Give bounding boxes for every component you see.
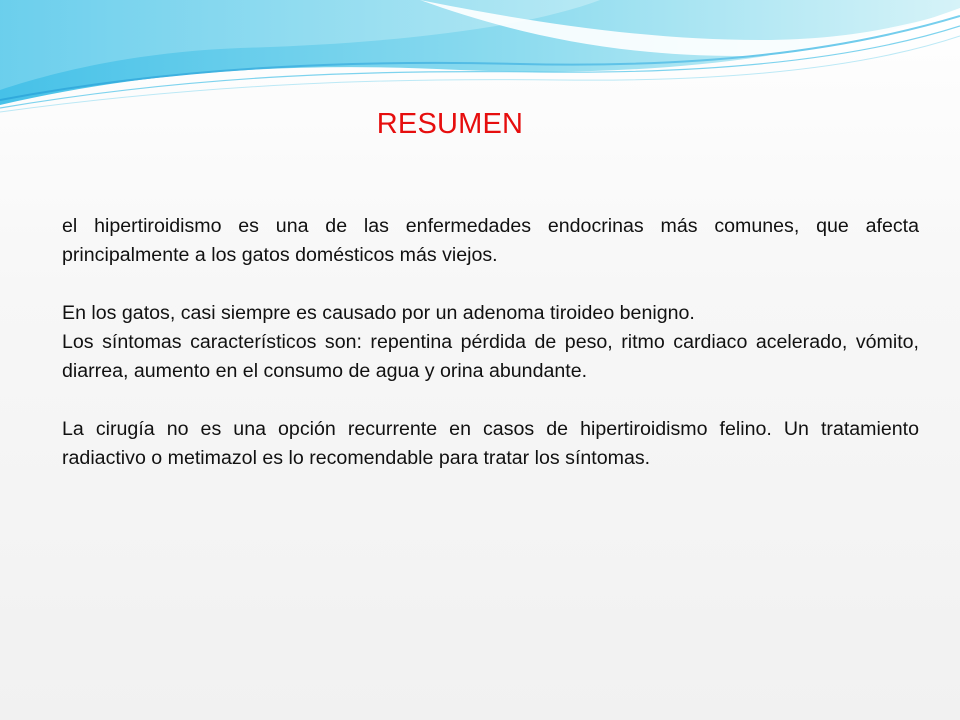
paragraph-symptoms: Los síntomas característicos son: repentina pérdida de peso, ritmo cardiaco acelerado, vómito, diarrea, aumento en el consumo de agua y orina abundante. bbox=[62, 331, 919, 382]
paragraph-intro: el hipertiroidismo es una de las enfermedades endocrinas más comunes, que afecta principalmente a los gatos domésticos más viejos. bbox=[62, 215, 919, 266]
header-wave-decoration bbox=[0, 0, 960, 120]
paragraph-cause: En los gatos, casi siempre es causado por un adenoma tiroideo benigno. bbox=[62, 302, 695, 324]
summary-body bbox=[62, 212, 919, 473]
title-text: RESUMEN bbox=[376, 108, 524, 140]
slide-title bbox=[0, 108, 900, 141]
paragraph-treatment: La cirugía no es una opción recurrente en casos de hipertiroidismo felino. Un tratamiento radiactivo o metimazol es lo recomendable para tratar los síntomas. bbox=[62, 418, 919, 469]
